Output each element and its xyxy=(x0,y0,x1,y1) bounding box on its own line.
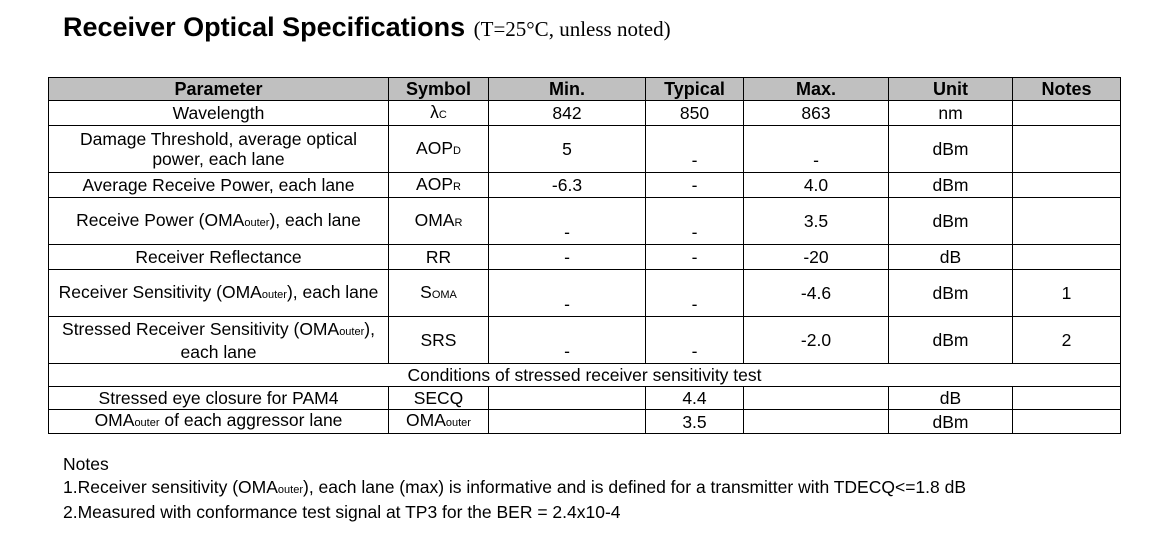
cell-symbol: AOPR xyxy=(389,173,489,198)
cell-max: - xyxy=(744,126,889,173)
cell-typical: 4.4 xyxy=(646,387,744,410)
cell-notes xyxy=(1013,198,1121,245)
table-row-receive-power-oma xyxy=(49,198,1121,245)
cell-min xyxy=(489,410,646,434)
receiver-spec-table xyxy=(48,77,1121,434)
cell-symbol: RR xyxy=(389,245,489,270)
table-row-conditions-heading xyxy=(49,364,1121,387)
cell-min: - xyxy=(489,270,646,317)
cell-parameter: Wavelength xyxy=(49,101,389,126)
cell-parameter: Stressed Receiver Sensitivity (OMAouter), each lane xyxy=(49,317,389,364)
table-row-reflectance xyxy=(49,245,1121,270)
header-unit: Unit xyxy=(889,78,1013,101)
cell-unit: dBm xyxy=(889,198,1013,245)
cell-typical: - xyxy=(646,126,744,173)
cell-min xyxy=(489,387,646,410)
cell-parameter: OMAouter of each aggressor lane xyxy=(49,410,389,434)
cell-unit: dBm xyxy=(889,270,1013,317)
cell-notes xyxy=(1013,410,1121,434)
cell-notes: 1 xyxy=(1013,270,1121,317)
cell-unit: dB xyxy=(889,387,1013,410)
cell-max xyxy=(744,410,889,434)
title-condition: (T=25°C, unless noted) xyxy=(473,17,671,41)
cell-notes: 2 xyxy=(1013,317,1121,364)
cell-unit: dB xyxy=(889,245,1013,270)
cell-typical: 3.5 xyxy=(646,410,744,434)
table-row-aggressor-oma xyxy=(49,410,1121,434)
cell-notes xyxy=(1013,126,1121,173)
cell-symbol: SOMA xyxy=(389,270,489,317)
cell-unit: dBm xyxy=(889,173,1013,198)
cell-typical: - xyxy=(646,245,744,270)
cell-symbol: OMAouter xyxy=(389,410,489,434)
cell-unit: dBm xyxy=(889,317,1013,364)
cell-unit: dBm xyxy=(889,126,1013,173)
cell-min: - xyxy=(489,245,646,270)
cell-symbol: AOPD xyxy=(389,126,489,173)
cell-parameter: Receive Power (OMAouter), each lane xyxy=(49,198,389,245)
header-max: Max. xyxy=(744,78,889,101)
note-2: 2.Measured with conformance test signal at TP3 for the BER = 2.4x10-4 xyxy=(63,502,621,522)
cell-symbol: SECQ xyxy=(389,387,489,410)
cell-typical: - xyxy=(646,270,744,317)
cell-notes xyxy=(1013,245,1121,270)
cell-typical: - xyxy=(646,198,744,245)
cell-min: -6.3 xyxy=(489,173,646,198)
cell-min: - xyxy=(489,317,646,364)
header-typical: Typical xyxy=(646,78,744,101)
cell-unit: dBm xyxy=(889,410,1013,434)
cell-max: -4.6 xyxy=(744,270,889,317)
note-1: 1.Receiver sensitivity (OMAouter), each lane (max) is informative and is defined for a transmitter with TDECQ<=1.8 dB xyxy=(63,476,967,497)
cell-max: -2.0 xyxy=(744,317,889,364)
header-parameter: Parameter xyxy=(49,78,389,101)
table-header-row xyxy=(49,78,1121,101)
cell-max: 4.0 xyxy=(744,173,889,198)
cell-max: -20 xyxy=(744,245,889,270)
header-notes: Notes xyxy=(1013,78,1121,101)
cell-typical: - xyxy=(646,317,744,364)
header-symbol: Symbol xyxy=(389,78,489,101)
header-min: Min. xyxy=(489,78,646,101)
cell-max: 3.5 xyxy=(744,198,889,245)
conditions-heading: Conditions of stressed receiver sensitivity test xyxy=(49,364,1121,387)
cell-unit: nm xyxy=(889,101,1013,126)
notes-heading: Notes xyxy=(63,454,109,474)
notes-section xyxy=(63,453,966,524)
cell-notes xyxy=(1013,387,1121,410)
cell-max xyxy=(744,387,889,410)
cell-parameter: Receiver Reflectance xyxy=(49,245,389,270)
table-row-stressed-sensitivity xyxy=(49,317,1121,364)
cell-typical: 850 xyxy=(646,101,744,126)
cell-parameter: Average Receive Power, each lane xyxy=(49,173,389,198)
cell-notes xyxy=(1013,101,1121,126)
cell-typical: - xyxy=(646,173,744,198)
table-row-damage-threshold xyxy=(49,126,1121,173)
table-row-average-receive-power xyxy=(49,173,1121,198)
cell-symbol: λC xyxy=(389,101,489,126)
cell-symbol: OMAR xyxy=(389,198,489,245)
cell-notes xyxy=(1013,173,1121,198)
cell-min: - xyxy=(489,198,646,245)
table-row-receiver-sensitivity xyxy=(49,270,1121,317)
table-row-secq xyxy=(49,387,1121,410)
cell-symbol: SRS xyxy=(389,317,489,364)
cell-max: 863 xyxy=(744,101,889,126)
cell-parameter: Receiver Sensitivity (OMAouter), each lane xyxy=(49,270,389,317)
cell-min: 842 xyxy=(489,101,646,126)
table-row-wavelength xyxy=(49,101,1121,126)
title-main: Receiver Optical Specifications xyxy=(63,12,466,42)
cell-parameter: Damage Threshold, average optical power, each lane xyxy=(49,126,389,173)
page-title xyxy=(63,12,671,43)
cell-parameter: Stressed eye closure for PAM4 xyxy=(49,387,389,410)
cell-min: 5 xyxy=(489,126,646,173)
